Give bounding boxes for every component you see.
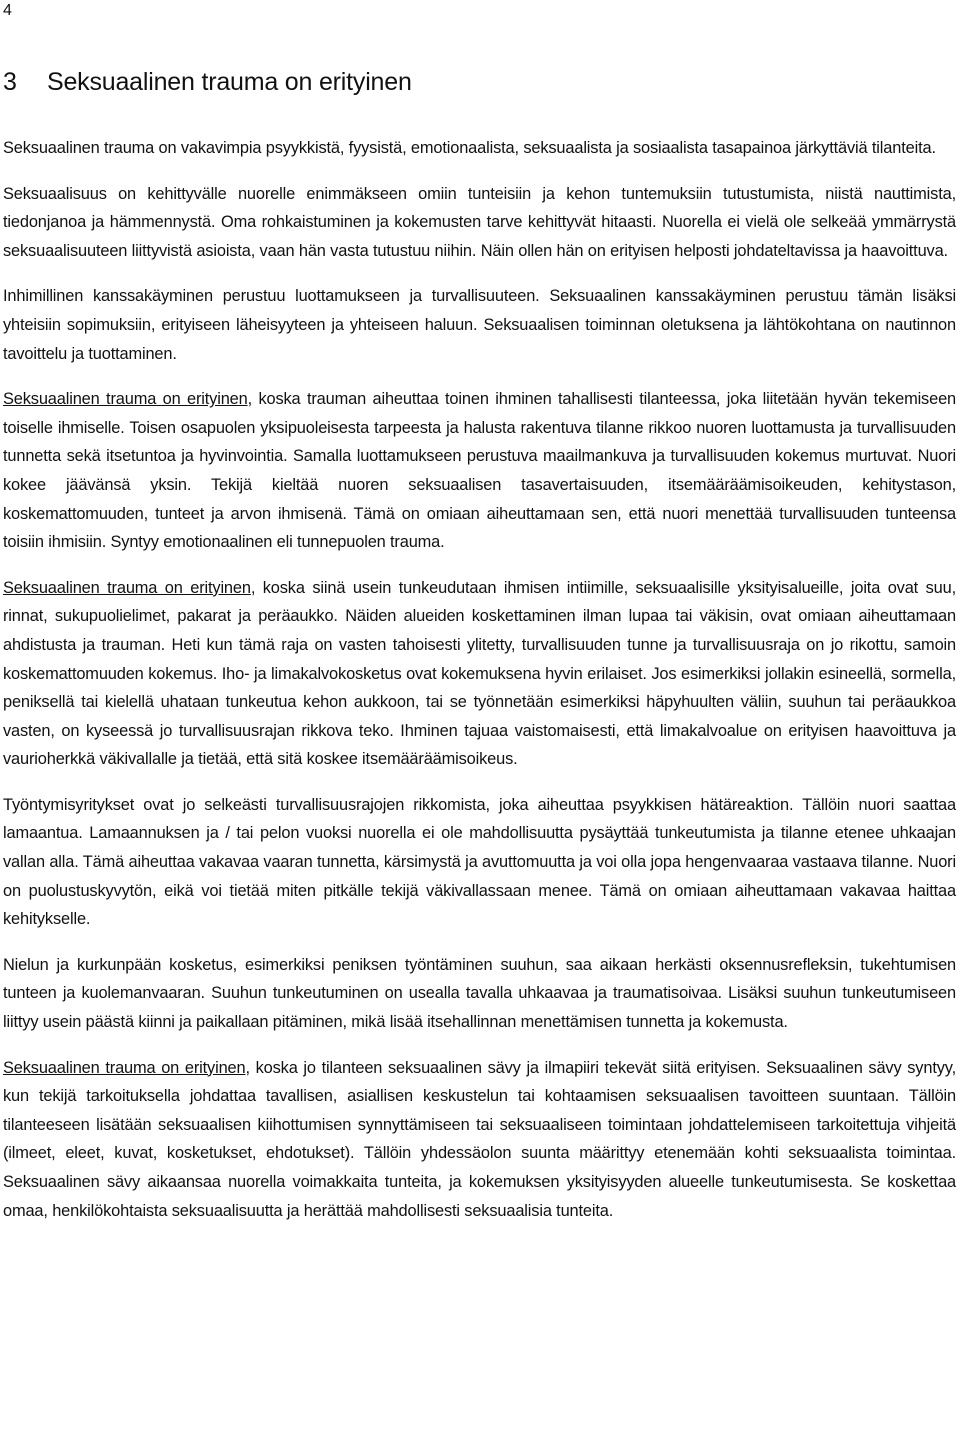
body-text xyxy=(3,134,956,1242)
section-heading xyxy=(3,66,412,98)
paragraph-text: , koska trauman aiheuttaa toinen ihminen tahallisesti tilanteessa, joka liitetään hyvän tekemiseen toiselle ihmiselle. Toisen osapuolen yksipuoleisesta tarpeesta ja halusta rakentuva tilanne rikkoo nuoren luottamusta ja turvallisuuden tunnetta sekä itsetuntoa ja hyvinvointia. Samalla luottamukseen perustuva maailmankuva ja turvallisuuden kokemus murtuvat. Nuori kokee jäävänsä yksin. Tekijä kieltää nuoren seksuaalisen tasavertaisuuden, itsemääräämisoikeuden, kehitystason, koskemattomuuden, tunteet ja arvon ihmisenä. Tämä on omiaan aiheuttamaan sen, että nuori menettää turvallisuuden tunteensa toisiin ihmisiin. Syntyy emotionaalinen eli tunnepuolen trauma. xyxy=(3,390,957,552)
section-number: 3 xyxy=(3,68,17,96)
paragraph xyxy=(3,180,956,266)
paragraph xyxy=(3,1054,956,1226)
page-number: 4 xyxy=(3,2,12,19)
underlined-lead: Seksuaalinen trauma on erityinen xyxy=(3,390,248,409)
paragraph xyxy=(3,791,956,934)
paragraph xyxy=(3,385,956,557)
section-title: Seksuaalinen trauma on erityinen xyxy=(47,68,412,96)
paragraph xyxy=(3,574,956,774)
underlined-lead: Seksuaalinen trauma on erityinen xyxy=(3,1058,246,1077)
paragraph-text: Seksuaalisuus on kehittyvälle nuorelle enimmäkseen omiin tunteisiin ja kehon tuntemuksiin tutustumista, niistä nauttimista, tiedonjanoa ja hämmennystä. Oma rohkaistuminen ja kokemusten tarve kehittyvät hitaasti. Nuorella ei vielä ole selkeää ymmärrystä seksuaalisuuteen liittyvistä asioista, vaan hän vasta tutustuu niihin. Näin ollen hän on erityisen helposti johdateltavissa ja haavoittuva. xyxy=(3,184,956,260)
paragraph-text: , koska jo tilanteen seksuaalinen sävy ja ilmapiiri tekevät siitä erityisen. Seksuaalinen sävy syntyy, kun tekijä tarkoituksella johdattaa tavallisen, asiallisen keskustelun tai kohtaamisen seksuaalisen tavoitteen suuntaan. Tällöin tilanteeseen lisätään seksuaalisen kiihottumisen synnyttämiseen tai seksuaaliseen toimintaan johdattelemiseen tarkoitettuja vihjeitä (ilmeet, eleet, kuvat, kosketukset, ehdotukset). Tällöin yhdessäolon suunta määrittyy etenemään kohti seksuaalista toimintaa. Seksuaalinen sävy aikaansaa nuorella voimakkaita tunteita, ja kokemuksen yksityisyyden alueelle tunkeutumisesta. Se koskettaa omaa, henkilökohtaista seksuaalisuutta ja herättää mahdollisesti seksuaalisia tunteita. xyxy=(3,1058,956,1220)
paragraph-text: Nielun ja kurkunpään kosketus, esimerkiksi peniksen työntäminen suuhun, saa aikaan herkästi oksennusrefleksin, tukehtumisen tunteen ja kuolemanvaaran. Suuhun tunkeutuminen on usealla tavalla uhkaavaa ja traumatisoivaa. Lisäksi suuhun tunkeutumiseen liittyy usein päästä kiinni ja paikallaan pitäminen, mikä lisää itsehallinnan menettämisen tunnetta ja kokemusta. xyxy=(3,955,956,1032)
paragraph-text: Seksuaalinen trauma on vakavimpia psyykkistä, fyysistä, emotionaalista, seksuaalista ja sosiaalista tasapainoa järkyttäviä tilanteita. xyxy=(3,139,936,157)
underlined-lead: Seksuaalinen trauma on erityinen xyxy=(3,578,251,597)
paragraph-text: Työntymisyritykset ovat jo selkeästi turvallisuusrajojen rikkomista, joka aiheuttaa psyykkisen hätäreaktion. Tällöin nuori saattaa lamaantua. Lamaannuksen ja / tai pelon vuoksi nuorella ei ole mahdollisuutta pysäyttää tunkeutumista ja tilanne etenee uhkaajan vallan alla. Tämä aiheuttaa vakavaa vaaran tunnetta, kärsimystä ja avuttomuutta ja voi olla jopa hengenvaaraa vastaava tilanne. Nuori on puolustuskyvytön, eikä voi tietää miten pitkälle tekijä väkivallassaan menee. Tämä on omiaan aiheuttamaan vakavaa haittaa kehitykselle. xyxy=(3,795,956,929)
paragraph-text: Inhimillinen kanssakäyminen perustuu luottamukseen ja turvallisuuteen. Seksuaalinen kanssakäyminen perustuu tämän lisäksi yhteisiin sopimuksiin, erityiseen läheisyyteen ja yhteiseen haluun. Seksuaalisen toiminnan oletuksena ja lähtökohtana on nautinnon tavoittelu ja tuottaminen. xyxy=(3,287,956,363)
paragraph-text: , koska siinä usein tunkeudutaan ihmisen intiimille, seksuaalisille yksityisalueille, joita ovat suu, rinnat, sukupuolielimet, pakarat ja peräaukko. Näiden alueiden koskettaminen ilman lupaa tai väkisin, ovat omiaan aiheuttamaan ahdistusta ja trauman. Heti kun tämä raja on vasten tahoisesti ylitetty, turvallisuuden tunne ja turvallisuusraja on jo rikottu, samoin koskemattomuuden kokemus. Iho- ja limakalvokosketus ovat kokemuksena hyvin erilaiset. Jos esimerkiksi jollakin esineellä, sormella, peniksellä tai kielellä uhataan tunkeutua kehon aukkoon, tai se työnnetään esimerkiksi häpyhuulten väliin, suuhun tai peräaukkoa vasten, on kyseessä jo turvallisuusrajan rikkova teko. Ihminen tajuaa vaistomaisesti, että limakalvoalue on erityisen haavoittuva ja vaurioherkkä väkivallalle ja tietää, että sitä koskee itsemääräämisoikeus. xyxy=(3,578,956,769)
paragraph xyxy=(3,282,956,368)
paragraph xyxy=(3,951,956,1037)
paragraph xyxy=(3,134,956,163)
